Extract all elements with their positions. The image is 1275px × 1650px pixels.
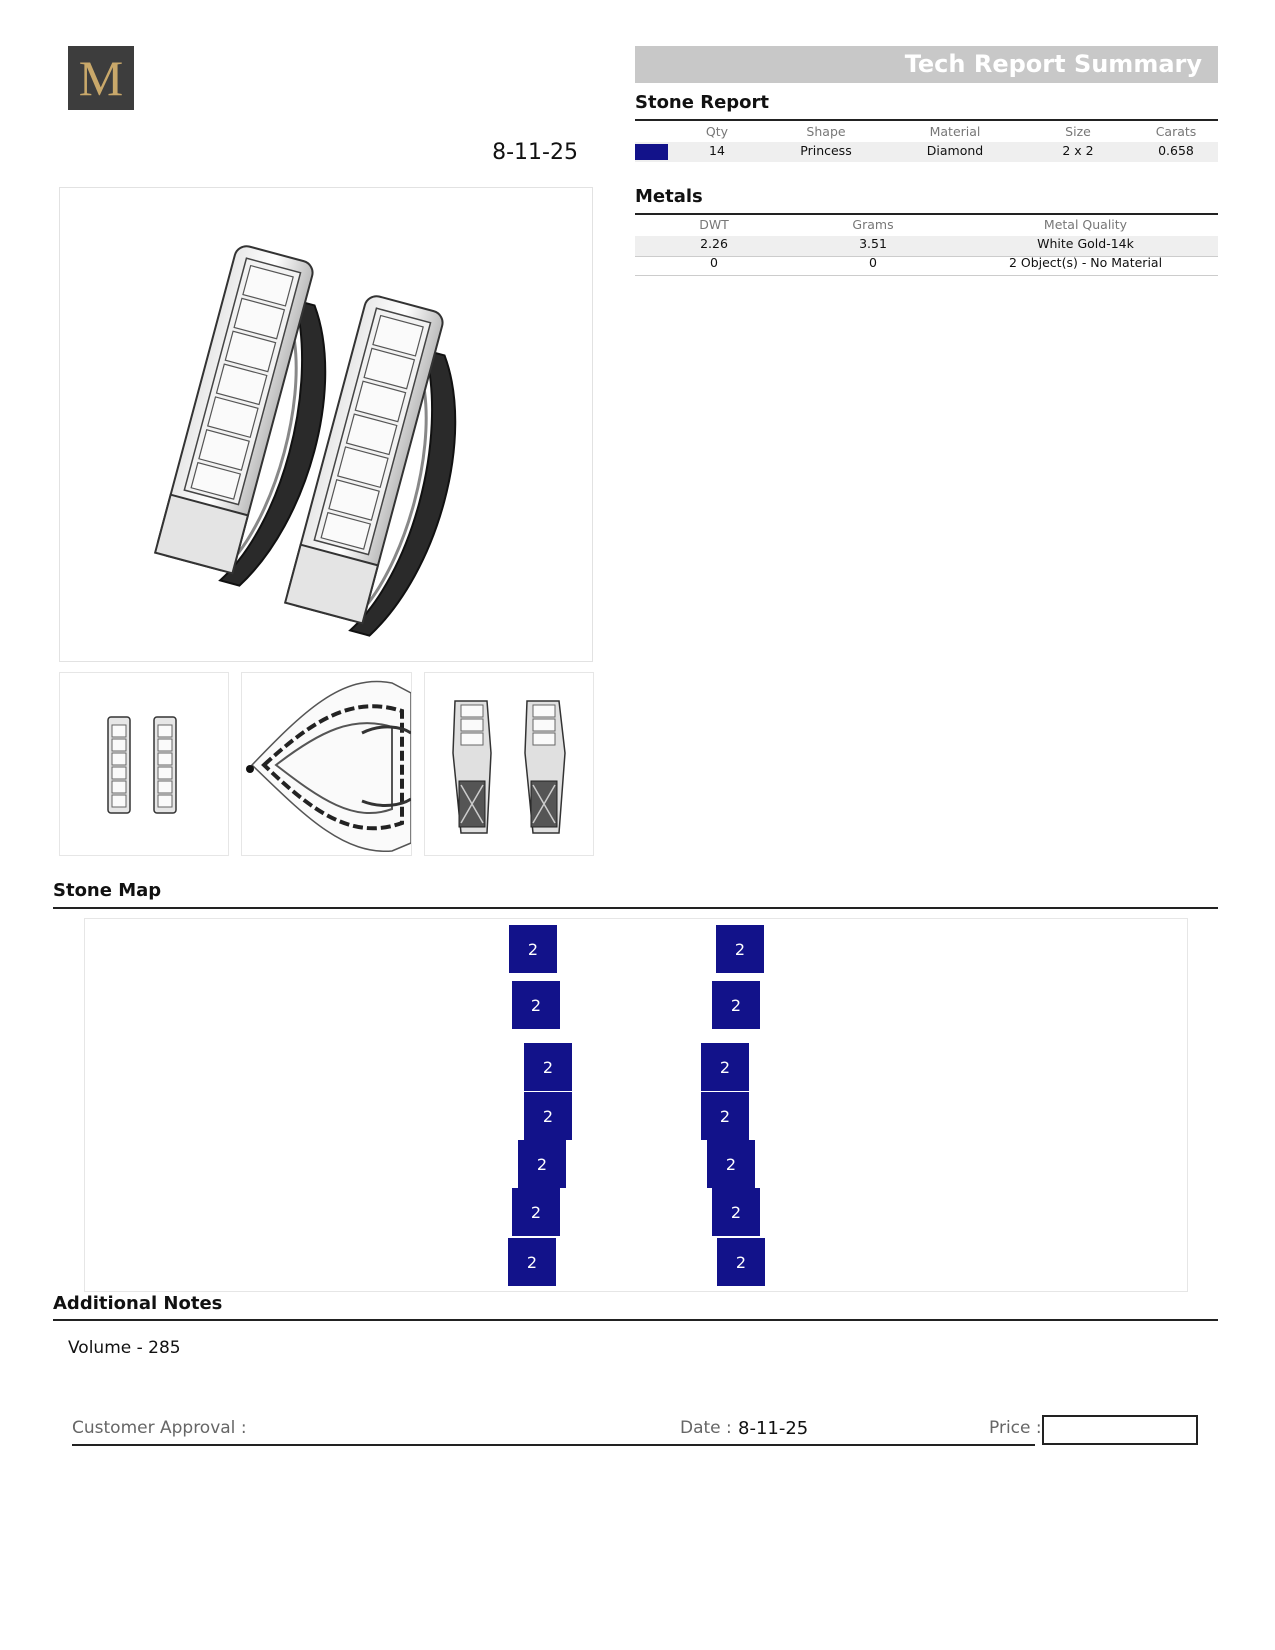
stone-marker[interactable]: 2 — [712, 1188, 760, 1236]
front-view-render — [60, 673, 228, 855]
approval-date-label: Date : — [680, 1418, 732, 1438]
stone-map-frame — [84, 918, 1188, 1292]
main-render-view — [59, 187, 593, 662]
stone-marker[interactable]: 2 — [707, 1140, 755, 1188]
cell-dwt: 2.26 — [700, 236, 728, 251]
col-dwt: DWT — [699, 217, 729, 232]
company-logo — [68, 46, 134, 110]
stone-marker[interactable]: 2 — [518, 1140, 566, 1188]
cell-dwt: 0 — [710, 255, 718, 270]
additional-notes-text: Volume - 285 — [68, 1338, 181, 1358]
stone-marker[interactable]: 2 — [512, 981, 560, 1029]
cell-qty: 14 — [709, 143, 725, 158]
stone-map-divider — [53, 907, 1218, 909]
stone-report-table — [670, 124, 1218, 158]
metals-divider — [635, 213, 1218, 215]
thumbnail-side-view[interactable] — [241, 672, 412, 856]
side-view-render — [242, 673, 411, 855]
cell-grams: 0 — [869, 255, 877, 270]
col-size: Size — [1065, 124, 1091, 139]
col-qty: Qty — [705, 124, 729, 139]
thumbnail-front-view[interactable] — [59, 672, 229, 856]
col-metal-quality: Metal Quality — [1043, 217, 1128, 232]
cell-size: 2 x 2 — [1062, 143, 1094, 158]
col-grams: Grams — [852, 217, 894, 232]
cell-grams: 3.51 — [859, 236, 887, 251]
stone-marker[interactable]: 2 — [524, 1043, 572, 1091]
stone-marker[interactable]: 2 — [512, 1188, 560, 1236]
col-material: Material — [929, 124, 981, 139]
report-date: 8-11-25 — [492, 140, 578, 165]
cell-carats: 0.658 — [1158, 143, 1194, 158]
stone-map-title: Stone Map — [53, 880, 162, 901]
stone-report-divider — [635, 119, 1218, 121]
earrings-render — [60, 188, 592, 661]
stone-color-swatch — [635, 144, 668, 160]
approval-date-value: 8-11-25 — [738, 1418, 809, 1439]
stone-marker[interactable]: 2 — [509, 925, 557, 973]
stone-report-title: Stone Report — [635, 92, 770, 113]
cell-material: Diamond — [926, 143, 984, 158]
thumbnail-back-view[interactable] — [424, 672, 594, 856]
cell-quality: White Gold-14k — [1037, 236, 1134, 251]
stone-marker[interactable]: 2 — [712, 981, 760, 1029]
col-shape: Shape — [806, 124, 846, 139]
customer-approval-label: Customer Approval : — [72, 1418, 247, 1438]
col-carats: Carats — [1155, 124, 1197, 139]
additional-notes-title: Additional Notes — [53, 1293, 223, 1314]
approval-signature-line — [72, 1444, 1035, 1446]
back-view-render — [425, 673, 593, 855]
stone-marker[interactable]: 2 — [716, 925, 764, 973]
stone-marker[interactable]: 2 — [701, 1043, 749, 1091]
stone-marker[interactable]: 2 — [508, 1238, 556, 1286]
report-title: Tech Report Summary — [904, 50, 1202, 78]
report-title-banner — [635, 46, 1218, 83]
stone-marker[interactable]: 2 — [717, 1238, 765, 1286]
stone-marker[interactable]: 2 — [701, 1092, 749, 1140]
metals-title: Metals — [635, 186, 703, 207]
cell-shape: Princess — [800, 143, 852, 158]
metals-row-divider-2 — [635, 275, 1218, 276]
additional-notes-divider — [53, 1319, 1218, 1321]
metals-table — [635, 217, 1218, 270]
stone-marker[interactable]: 2 — [524, 1092, 572, 1140]
cell-quality: 2 Object(s) - No Material — [1008, 255, 1163, 270]
price-label: Price : — [989, 1418, 1042, 1438]
price-input-box[interactable] — [1042, 1415, 1198, 1445]
logo-letter: M — [78, 50, 124, 106]
